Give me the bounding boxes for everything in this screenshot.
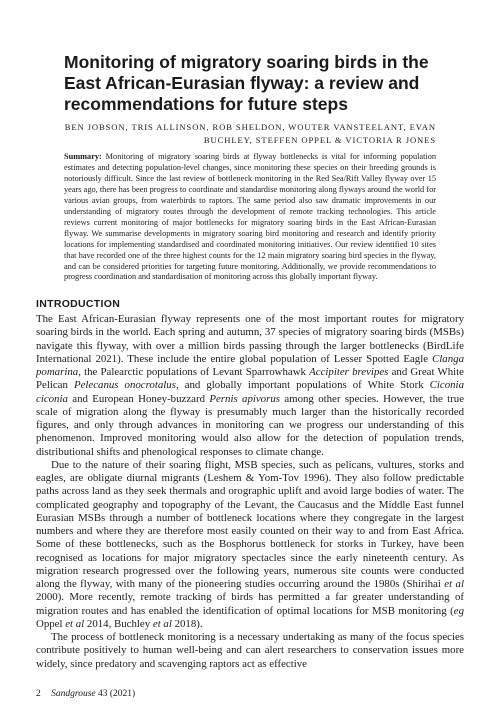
- page-number: 2: [36, 689, 41, 699]
- article-title: Monitoring of migratory soaring birds in the East African-Eurasian flyway: a review and recommendations for future steps: [64, 52, 429, 114]
- summary-label: Summary:: [64, 152, 102, 161]
- p2-text-2: 2000). More recently, remote tracking of birds has permitted a far greater understanding of migration routes and has enabled the identification of optimal locations for MSB monitoring (: [36, 591, 464, 617]
- p1-text-1: The East African-Eurasian flyway represents one of the most important routes for migratory soaring birds in the world. Each spring and autumn, 37 species of migratory soaring birds (MSBs) navigate this flyway, with over a million birds passing through the larger bottlenecks (BirdLife International 2021). These include the entire global population of Lesser Spotted Eagle: [36, 313, 464, 365]
- p2-text-5: 2018).: [171, 617, 203, 630]
- p3-text-1: The process of bottleneck monitoring is a necessary undertaking as many of the focus species contribute positively to human well-being and can alert researchers to conservation issues more widely, since predatory and scavenging raptors act as effective: [36, 631, 464, 670]
- species-name: Clanga pomarina: [36, 352, 464, 378]
- summary-abstract: [64, 152, 436, 283]
- author-list: BEN JOBSON, TRIS ALLINSON, ROB SHELDON, WOUTER VANSTEELANT, EVAN BUCHLEY, STEFFEN OPPEL & VICTORIA R JONES: [64, 122, 436, 145]
- p1-text-3: and Great White Pelican: [36, 366, 464, 392]
- citation-italic: et al: [444, 578, 464, 590]
- page-footer: [36, 689, 135, 699]
- p1-text-5: and European Honey-buzzard: [67, 392, 210, 405]
- p2-text-1: Due to the nature of their soaring flight, MSB species, such as pelicans, vultures, storks and eagles, are obligate diurnal migrants (Leshem & Yom-Tov 1996). They also follow predictable paths across land as they seek thermals and orographic uplift and avoid large bodies of water. The complicated geography and topography of the Levant, the Caucasus and the Middle East funnel Eurasian MSBs through a number of bottleneck locations where they congregate in the largest numbers and where they are therefore most easily counted on their way to and from East Africa. Some of these bottlenecks, such as the Bosphorus bottleneck for storks in Turkey, have been recognised as locations for major migratory spectacles since the early nineteenth century. As migration research progressed over the following years, numerous site counts were conducted along the flyway, with many of the pioneering studies occurring around the 1980s (Shirihai: [36, 458, 464, 590]
- journal-name: Sandgrouse: [51, 689, 96, 699]
- citation-italic: et al: [65, 617, 85, 630]
- species-name: Accipiter brevipes: [309, 366, 389, 378]
- p2-text-3: Oppel: [36, 617, 66, 630]
- citation-italic: eg: [453, 604, 464, 617]
- introduction-body: [36, 313, 464, 671]
- species-name: Ciconia ciconia: [36, 379, 464, 405]
- p1-text-4: , and globally important populations of White Stork: [175, 379, 430, 392]
- p1-text-6: among other species. However, the true scale of migration along the flyway is presumably much larger than the historically recorded figures, and only through advances in monitoring can we progress our understanding of this phenomenon. Improved monitoring would also allow for the detection of population trends, distributional shifts and phenological responses to climate change.: [36, 392, 465, 458]
- paragraph-3: [36, 631, 464, 671]
- journal-volume: 43 (2021): [98, 689, 136, 699]
- species-name: Pelecanus onocrotalus: [73, 379, 176, 392]
- paragraph-2: [36, 459, 464, 631]
- section-heading-introduction: INTRODUCTION: [36, 298, 121, 310]
- citation-italic: et al: [152, 617, 172, 630]
- p2-text-4: 2014, Buchley: [84, 617, 153, 630]
- paragraph-1: [36, 313, 464, 459]
- species-name: Pernis apivorus: [209, 392, 280, 405]
- summary-text: Monitoring of migratory soaring birds at flyway bottlenecks is vital for informing population estimates and detecting population-level changes, since monitoring these species on their breeding grounds is notoriously difficult. Since the last review of bottleneck monitoring in the Red Sea/Rift Valley flyway over 15 years ago, there has been progress to coordinate and standardise monitoring along flyways around the world for various avian groups, from waterbirds to raptors. The same period also saw dramatic improvements in our understanding of migratory routes through the development of remote tracking technologies. This article reviews current monitoring of major bottlenecks for migratory soaring birds in the East African-Eurasian flyway. We summarise developments in migratory soaring bird monitoring and research and identify priority locations for implementing standardised and coordinated monitoring initiatives. Our review identified 10 sites that have recorded one of the three highest counts for the 12 main migratory soaring bird species in the flyway, and can be considered priorities for targeting future monitoring. Additionally, we provide recommendations to progress coordination and standardisation of monitoring across this globally important flyway.: [64, 152, 436, 282]
- p1-text-2: , the Palearctic populations of Levant Sparrowhawk: [78, 366, 310, 378]
